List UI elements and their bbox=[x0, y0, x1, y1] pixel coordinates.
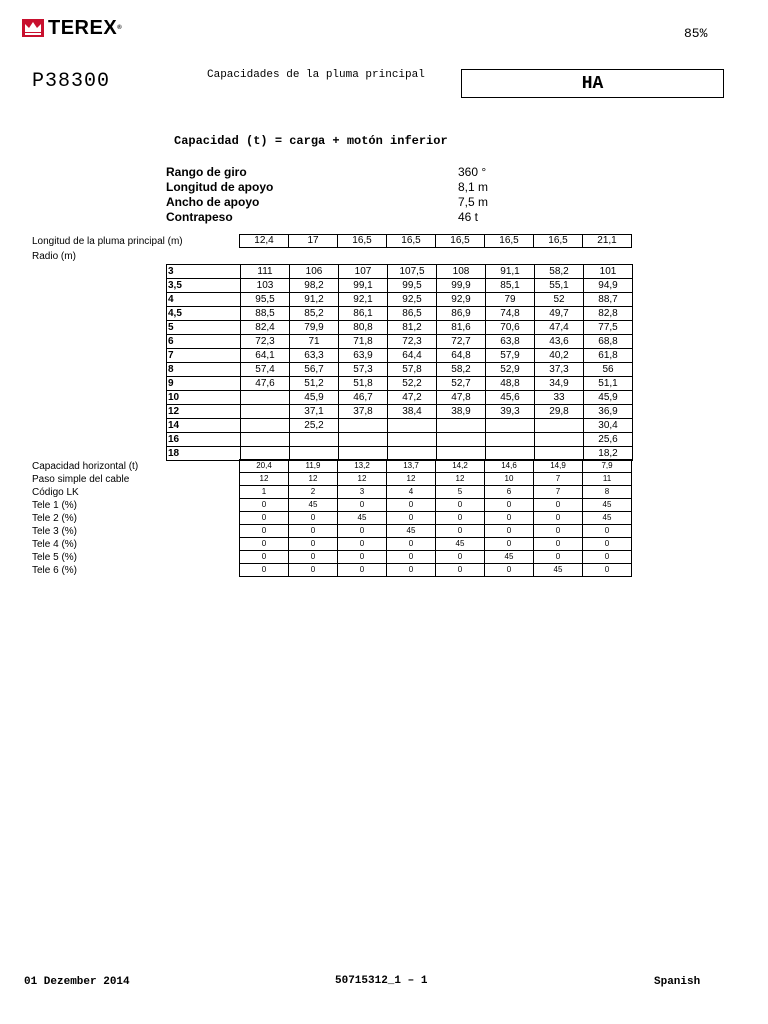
capacity-cell: 18,2 bbox=[584, 447, 633, 461]
capacity-cell: 99,5 bbox=[388, 279, 437, 293]
config-row bbox=[240, 538, 632, 551]
radius-cell: 7 bbox=[167, 349, 241, 363]
config-cell: 12 bbox=[387, 473, 436, 486]
config-cell: 0 bbox=[485, 525, 534, 538]
config-cell: 0 bbox=[436, 525, 485, 538]
config-cell: 0 bbox=[387, 551, 436, 564]
capacity-cell: 99,9 bbox=[437, 279, 486, 293]
config-cell: 6 bbox=[485, 486, 534, 499]
capacity-cell: 85,1 bbox=[486, 279, 535, 293]
capacity-cell: 85,2 bbox=[290, 307, 339, 321]
config-cell: 0 bbox=[436, 512, 485, 525]
radius-cell: 18 bbox=[167, 447, 241, 461]
boom-length-label: Longitud de la pluma principal (m) bbox=[32, 236, 183, 247]
config-cell: 20,4 bbox=[240, 460, 289, 473]
capacity-cell: 63,8 bbox=[486, 335, 535, 349]
config-cell: 0 bbox=[289, 538, 338, 551]
capacity-cell: 71,8 bbox=[339, 335, 388, 349]
capacity-cell: 57,4 bbox=[241, 363, 290, 377]
capacity-cell: 64,1 bbox=[241, 349, 290, 363]
radius-cell: 10 bbox=[167, 391, 241, 405]
capacity-cell: 37,1 bbox=[290, 405, 339, 419]
config-cell: 0 bbox=[240, 538, 289, 551]
radius-cell: 12 bbox=[167, 405, 241, 419]
capacity-cell: 95,5 bbox=[241, 293, 290, 307]
capacity-cell: 48,8 bbox=[486, 377, 535, 391]
config-cell: 0 bbox=[289, 564, 338, 577]
footer-date: 01 Dezember 2014 bbox=[24, 976, 130, 988]
capacity-cell: 51,1 bbox=[584, 377, 633, 391]
capacity-cell: 81,6 bbox=[437, 321, 486, 335]
load-row bbox=[167, 391, 633, 405]
capacity-cell bbox=[241, 405, 290, 419]
capacity-cell: 45,6 bbox=[486, 391, 535, 405]
mode-box bbox=[461, 69, 724, 98]
capacity-cell: 52,2 bbox=[388, 377, 437, 391]
capacity-cell: 39,3 bbox=[486, 405, 535, 419]
capacity-cell bbox=[241, 391, 290, 405]
boom-length-table bbox=[239, 234, 632, 248]
capacity-cell: 72,3 bbox=[388, 335, 437, 349]
config-cell: 0 bbox=[534, 525, 583, 538]
config-cell: 0 bbox=[289, 525, 338, 538]
capacity-cell: 80,8 bbox=[339, 321, 388, 335]
capacity-cell: 101 bbox=[584, 265, 633, 279]
capacity-cell: 55,1 bbox=[535, 279, 584, 293]
config-row-label: Paso simple del cable bbox=[32, 474, 130, 485]
configuration-table bbox=[239, 459, 632, 577]
capacity-cell: 99,1 bbox=[339, 279, 388, 293]
specs-list bbox=[166, 165, 566, 225]
config-cell: 0 bbox=[485, 564, 534, 577]
capacity-cell: 45,9 bbox=[290, 391, 339, 405]
capacity-cell: 30,4 bbox=[584, 419, 633, 433]
capacity-cell: 64,4 bbox=[388, 349, 437, 363]
radius-label: Radio (m) bbox=[32, 251, 76, 262]
config-cell: 0 bbox=[583, 564, 632, 577]
capacity-cell: 51,2 bbox=[290, 377, 339, 391]
radius-cell: 4,5 bbox=[167, 307, 241, 321]
capacity-cell: 61,8 bbox=[584, 349, 633, 363]
capacity-cell: 82,8 bbox=[584, 307, 633, 321]
capacity-cell: 94,9 bbox=[584, 279, 633, 293]
spec-row: Contrapeso 46 t bbox=[166, 210, 479, 224]
radius-cell: 8 bbox=[167, 363, 241, 377]
capacity-cell: 33 bbox=[535, 391, 584, 405]
config-cell: 0 bbox=[289, 551, 338, 564]
config-cell: 14,2 bbox=[436, 460, 485, 473]
capacity-cell bbox=[339, 433, 388, 447]
capacity-cell: 57,3 bbox=[339, 363, 388, 377]
config-cell: 0 bbox=[387, 512, 436, 525]
config-row-label: Tele 3 (%) bbox=[32, 526, 78, 537]
capacity-cell: 58,2 bbox=[437, 363, 486, 377]
config-cell: 0 bbox=[534, 551, 583, 564]
capacity-cell: 47,8 bbox=[437, 391, 486, 405]
capacity-cell: 81,2 bbox=[388, 321, 437, 335]
capacity-cell: 77,5 bbox=[584, 321, 633, 335]
mode-label: HA bbox=[581, 73, 604, 94]
capacity-cell: 64,8 bbox=[437, 349, 486, 363]
radius-cell: 14 bbox=[167, 419, 241, 433]
config-cell: 0 bbox=[387, 538, 436, 551]
capacity-cell bbox=[388, 419, 437, 433]
terex-logo bbox=[22, 18, 122, 38]
config-cell: 11,9 bbox=[289, 460, 338, 473]
capacity-cell: 88,7 bbox=[584, 293, 633, 307]
capacity-cell: 103 bbox=[241, 279, 290, 293]
config-row-label: Código LK bbox=[32, 487, 79, 498]
capacity-cell: 88,5 bbox=[241, 307, 290, 321]
capacity-cell: 79,9 bbox=[290, 321, 339, 335]
config-cell: 45 bbox=[387, 525, 436, 538]
capacity-cell: 25,6 bbox=[584, 433, 633, 447]
config-cell: 0 bbox=[387, 499, 436, 512]
config-row-label: Tele 6 (%) bbox=[32, 565, 78, 576]
capacity-cell: 108 bbox=[437, 265, 486, 279]
capacity-cell: 82,4 bbox=[241, 321, 290, 335]
capacity-cell: 71 bbox=[290, 335, 339, 349]
config-cell: 4 bbox=[387, 486, 436, 499]
capacity-cell: 57,8 bbox=[388, 363, 437, 377]
footer-doc-id: 50715312_1 – 1 bbox=[335, 975, 428, 987]
capacity-cell: 58,2 bbox=[535, 265, 584, 279]
config-row bbox=[240, 564, 632, 577]
config-cell: 7,9 bbox=[583, 460, 632, 473]
load-chart-table bbox=[166, 264, 633, 461]
load-row bbox=[167, 433, 633, 447]
config-cell: 2 bbox=[289, 486, 338, 499]
config-cell: 7 bbox=[534, 486, 583, 499]
capacity-cell: 25,2 bbox=[290, 419, 339, 433]
config-cell: 0 bbox=[240, 551, 289, 564]
capacity-cell: 29,8 bbox=[535, 405, 584, 419]
config-cell: 3 bbox=[338, 486, 387, 499]
spec-row: Longitud de apoyo 8,1 m bbox=[166, 180, 489, 194]
capacity-cell: 86,9 bbox=[437, 307, 486, 321]
config-cell: 0 bbox=[436, 551, 485, 564]
config-cell: 0 bbox=[289, 512, 338, 525]
capacity-cell: 56,7 bbox=[290, 363, 339, 377]
capacity-cell bbox=[486, 433, 535, 447]
config-row-label: Tele 2 (%) bbox=[32, 513, 78, 524]
config-cell: 45 bbox=[338, 512, 387, 525]
config-cell: 0 bbox=[485, 512, 534, 525]
config-row bbox=[240, 473, 632, 486]
capacity-cell bbox=[241, 419, 290, 433]
config-row-label: Capacidad horizontal (t) bbox=[32, 461, 139, 472]
config-cell: 0 bbox=[338, 499, 387, 512]
config-cell: 45 bbox=[485, 551, 534, 564]
load-row bbox=[167, 279, 633, 293]
config-cell: 10 bbox=[485, 473, 534, 486]
load-row bbox=[167, 321, 633, 335]
config-cell: 0 bbox=[583, 525, 632, 538]
config-cell: 8 bbox=[583, 486, 632, 499]
config-cell: 0 bbox=[583, 551, 632, 564]
capacity-cell bbox=[290, 433, 339, 447]
radius-cell: 16 bbox=[167, 433, 241, 447]
capacity-cell: 47,2 bbox=[388, 391, 437, 405]
config-cell: 0 bbox=[338, 564, 387, 577]
capacity-cell bbox=[437, 419, 486, 433]
capacity-cell: 79 bbox=[486, 293, 535, 307]
load-row bbox=[167, 377, 633, 391]
capacity-cell: 68,8 bbox=[584, 335, 633, 349]
capacity-cell: 63,3 bbox=[290, 349, 339, 363]
config-cell: 45 bbox=[583, 499, 632, 512]
capacity-cell: 92,5 bbox=[388, 293, 437, 307]
capacity-cell: 98,2 bbox=[290, 279, 339, 293]
capacity-cell: 74,8 bbox=[486, 307, 535, 321]
config-cell: 0 bbox=[338, 538, 387, 551]
capacity-cell bbox=[339, 419, 388, 433]
page-subtitle: Capacidades de la pluma principal bbox=[207, 69, 425, 81]
config-cell: 0 bbox=[240, 499, 289, 512]
percent-label: 85% bbox=[684, 26, 708, 41]
spec-row: Rango de giro 360 ° bbox=[166, 165, 487, 179]
config-row bbox=[240, 486, 632, 499]
capacity-cell: 106 bbox=[290, 265, 339, 279]
capacity-cell: 72,3 bbox=[241, 335, 290, 349]
capacity-cell: 36,9 bbox=[584, 405, 633, 419]
radius-cell: 3 bbox=[167, 265, 241, 279]
terex-crown-icon bbox=[22, 19, 44, 37]
config-cell: 0 bbox=[534, 512, 583, 525]
load-row bbox=[167, 405, 633, 419]
capacity-cell bbox=[486, 419, 535, 433]
capacity-cell: 34,9 bbox=[535, 377, 584, 391]
capacity-cell: 37,3 bbox=[535, 363, 584, 377]
capacity-cell: 47,4 bbox=[535, 321, 584, 335]
config-cell: 11 bbox=[583, 473, 632, 486]
config-cell: 0 bbox=[436, 564, 485, 577]
config-row-label: Tele 4 (%) bbox=[32, 539, 78, 550]
config-cell: 45 bbox=[534, 564, 583, 577]
capacity-cell: 70,6 bbox=[486, 321, 535, 335]
config-cell: 45 bbox=[583, 512, 632, 525]
boom-length-row: 12,4 17 16,5 16,5 16,5 16,5 16,5 21,1 bbox=[240, 235, 632, 248]
brand-name: TEREX® bbox=[48, 17, 123, 39]
capacity-cell bbox=[241, 433, 290, 447]
config-row bbox=[240, 525, 632, 538]
capacity-cell: 37,8 bbox=[339, 405, 388, 419]
radius-cell: 3,5 bbox=[167, 279, 241, 293]
load-row bbox=[167, 335, 633, 349]
config-cell: 13,7 bbox=[387, 460, 436, 473]
config-row-label: Tele 5 (%) bbox=[32, 552, 78, 563]
load-row bbox=[167, 265, 633, 279]
footer-language: Spanish bbox=[654, 976, 701, 988]
config-cell: 0 bbox=[240, 564, 289, 577]
capacity-cell: 45,9 bbox=[584, 391, 633, 405]
capacity-cell bbox=[437, 433, 486, 447]
config-cell: 0 bbox=[338, 525, 387, 538]
config-cell: 7 bbox=[534, 473, 583, 486]
capacity-cell: 86,1 bbox=[339, 307, 388, 321]
config-cell: 45 bbox=[289, 499, 338, 512]
capacity-cell: 92,9 bbox=[437, 293, 486, 307]
spec-row: Ancho de apoyo 7,5 m bbox=[166, 195, 489, 209]
config-cell: 14,9 bbox=[534, 460, 583, 473]
config-cell: 12 bbox=[289, 473, 338, 486]
load-row bbox=[167, 349, 633, 363]
config-cell: 12 bbox=[240, 473, 289, 486]
capacity-cell: 72,7 bbox=[437, 335, 486, 349]
config-cell: 0 bbox=[436, 499, 485, 512]
capacity-cell: 91,2 bbox=[290, 293, 339, 307]
load-row bbox=[167, 307, 633, 321]
capacity-cell: 52,7 bbox=[437, 377, 486, 391]
capacity-cell bbox=[388, 433, 437, 447]
config-cell: 0 bbox=[534, 538, 583, 551]
config-cell: 45 bbox=[436, 538, 485, 551]
capacity-cell: 111 bbox=[241, 265, 290, 279]
config-cell: 12 bbox=[436, 473, 485, 486]
capacity-cell bbox=[535, 433, 584, 447]
capacity-cell: 91,1 bbox=[486, 265, 535, 279]
config-cell: 13,2 bbox=[338, 460, 387, 473]
load-row bbox=[167, 419, 633, 433]
config-cell: 0 bbox=[240, 525, 289, 538]
capacity-cell: 107 bbox=[339, 265, 388, 279]
config-cell: 0 bbox=[485, 538, 534, 551]
config-cell: 0 bbox=[534, 499, 583, 512]
capacity-cell: 40,2 bbox=[535, 349, 584, 363]
config-cell: 14,6 bbox=[485, 460, 534, 473]
radius-cell: 6 bbox=[167, 335, 241, 349]
capacity-cell: 46,7 bbox=[339, 391, 388, 405]
capacity-cell: 107,5 bbox=[388, 265, 437, 279]
config-cell: 12 bbox=[338, 473, 387, 486]
config-row bbox=[240, 499, 632, 512]
model-number: P38300 bbox=[32, 70, 111, 93]
capacity-cell: 52 bbox=[535, 293, 584, 307]
radius-cell: 5 bbox=[167, 321, 241, 335]
capacity-cell: 47,6 bbox=[241, 377, 290, 391]
config-row-label: Tele 1 (%) bbox=[32, 500, 78, 511]
capacity-cell: 52,9 bbox=[486, 363, 535, 377]
capacity-cell: 38,9 bbox=[437, 405, 486, 419]
capacity-cell: 57,9 bbox=[486, 349, 535, 363]
capacity-cell: 92,1 bbox=[339, 293, 388, 307]
bottom-labels bbox=[32, 460, 138, 577]
config-cell: 0 bbox=[240, 512, 289, 525]
capacity-cell: 86,5 bbox=[388, 307, 437, 321]
config-row bbox=[240, 551, 632, 564]
capacity-cell: 63,9 bbox=[339, 349, 388, 363]
radius-cell: 4 bbox=[167, 293, 241, 307]
radius-cell: 9 bbox=[167, 377, 241, 391]
capacity-cell: 51,8 bbox=[339, 377, 388, 391]
config-cell: 0 bbox=[485, 499, 534, 512]
config-cell: 1 bbox=[240, 486, 289, 499]
capacity-cell: 43,6 bbox=[535, 335, 584, 349]
capacity-cell: 38,4 bbox=[388, 405, 437, 419]
config-row bbox=[240, 460, 632, 473]
config-cell: 0 bbox=[387, 564, 436, 577]
load-row bbox=[167, 293, 633, 307]
load-row bbox=[167, 363, 633, 377]
config-row bbox=[240, 512, 632, 525]
config-cell: 0 bbox=[338, 551, 387, 564]
capacity-cell bbox=[535, 419, 584, 433]
capacity-note: Capacidad (t) = carga + motón inferior bbox=[174, 134, 448, 148]
config-cell: 0 bbox=[583, 538, 632, 551]
capacity-cell: 49,7 bbox=[535, 307, 584, 321]
capacity-cell: 56 bbox=[584, 363, 633, 377]
config-cell: 5 bbox=[436, 486, 485, 499]
